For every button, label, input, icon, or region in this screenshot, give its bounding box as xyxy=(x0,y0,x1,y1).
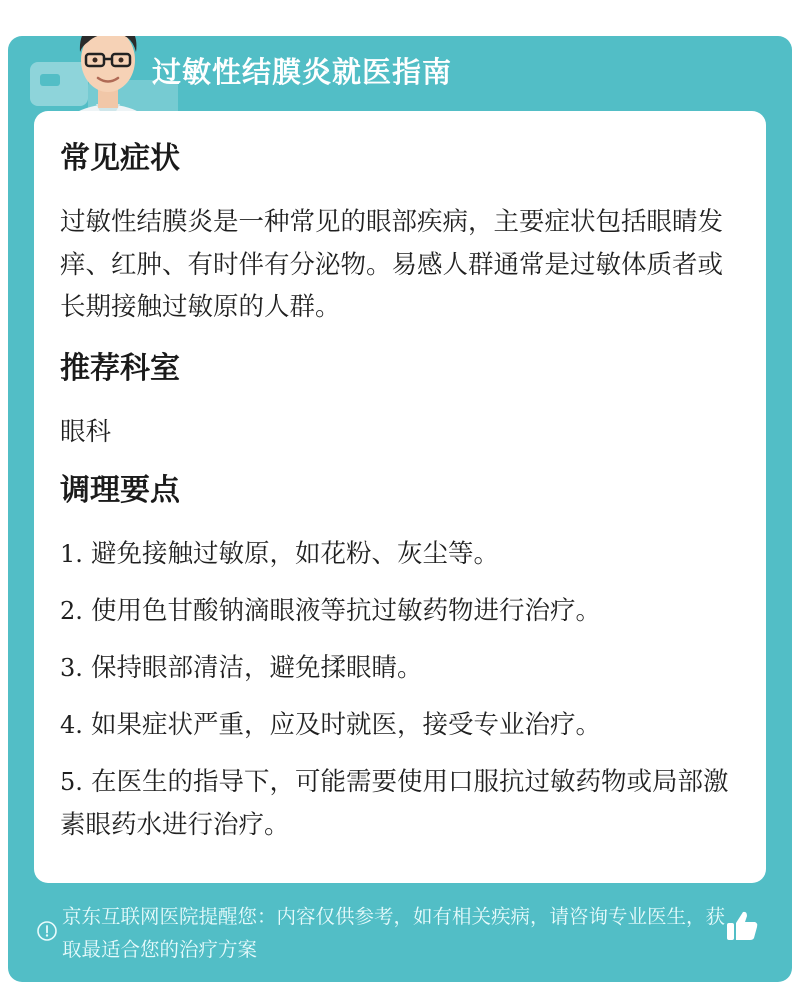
care-item xyxy=(60,590,740,633)
footer xyxy=(8,886,792,982)
care-item-text: 避免接触过敏原，如花粉、灰尘等。 xyxy=(91,539,500,569)
content-panel xyxy=(34,111,766,883)
symptoms-heading: 常见症状 xyxy=(60,141,180,176)
care-item-text: 使用色甘酸钠滴眼液等抗过敏药物进行治疗。 xyxy=(91,596,602,626)
disclaimer-text: 京东互联网医院提醒您：内容仅供参考，如有相关疾病，请咨询专业医生，获取最适合您的治疗方案 xyxy=(62,905,726,961)
care-item xyxy=(60,533,740,576)
care-item-number: 3. xyxy=(60,654,83,682)
info-icon xyxy=(36,920,58,942)
guide-card xyxy=(8,36,792,982)
care-item-number: 2. xyxy=(60,597,83,625)
care-item xyxy=(60,761,740,846)
symptoms-text: 过敏性结膜炎是一种常见的眼部疾病，主要症状包括眼睛发痒、红肿、有时伴有分泌物。易感人群通常是过敏体质者或长期接触过敏原的人群。 xyxy=(60,207,724,322)
care-item-text: 保持眼部清洁，避免揉眼睛。 xyxy=(91,653,423,683)
care-item xyxy=(60,704,740,747)
page-title: 过敏性结膜炎就医指南 xyxy=(152,55,453,89)
care-item-text: 如果症状严重，应及时就医，接受专业治疗。 xyxy=(91,710,602,740)
department-heading: 推荐科室 xyxy=(60,351,180,386)
thumbs-up-icon[interactable] xyxy=(724,908,760,944)
department-text: 眼科 xyxy=(60,417,112,447)
care-item-text: 在医生的指导下，可能需要使用口服抗过敏药物或局部激素眼药水进行治疗。 xyxy=(60,767,729,840)
care-item-number: 4. xyxy=(60,711,83,739)
care-item xyxy=(60,647,740,690)
care-item-number: 5. xyxy=(60,768,83,796)
care-heading: 调理要点 xyxy=(60,473,180,508)
care-item-number: 1. xyxy=(60,540,83,568)
